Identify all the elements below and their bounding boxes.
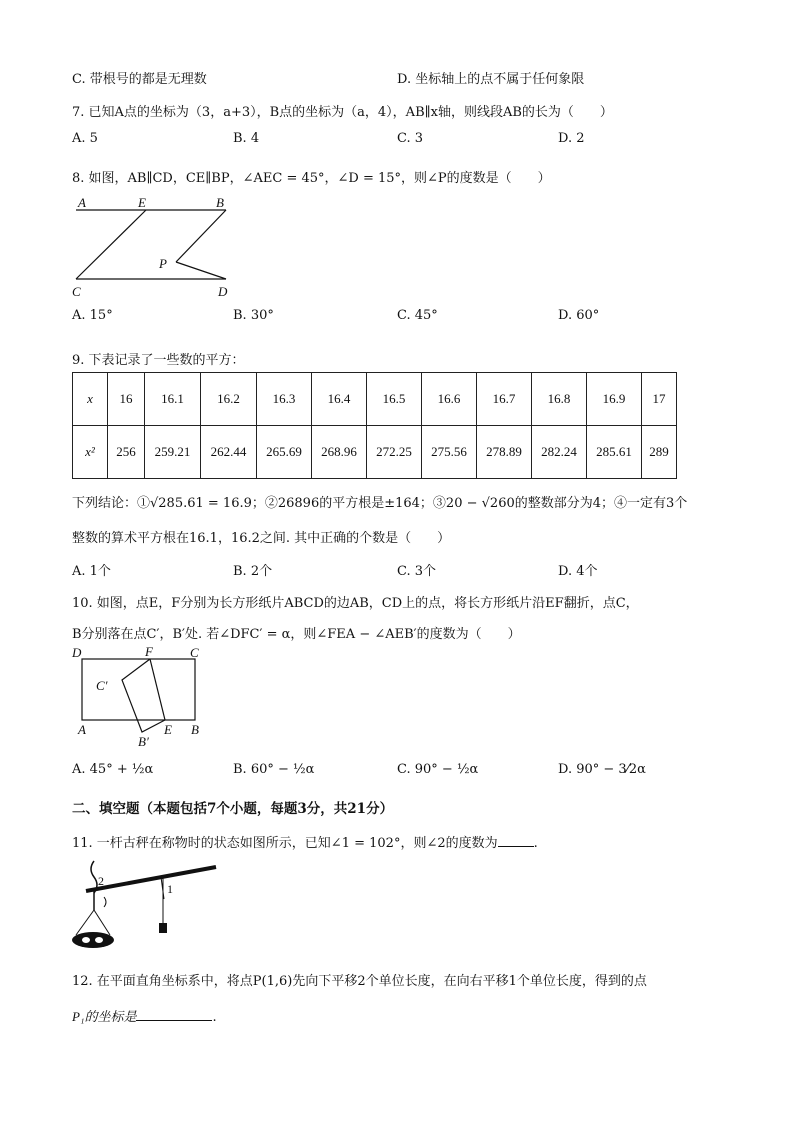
- q10-label-c: C: [190, 645, 199, 660]
- q9-conclusions-line1: 下列结论：①√285.61 = 16.9；②26896的平方根是±164；③20 − √260的整数部分为4；④一定有3个: [72, 496, 688, 511]
- q10-stem-line1: 10. 如图，点E，F分别为长方形纸片ABCD的边AB，CD上的点，将长方形纸片沿EF翻折，点C，: [72, 596, 639, 611]
- weighing-pan: [72, 932, 114, 948]
- q8-label-e: E: [138, 195, 146, 210]
- q12-line2-container: [72, 1006, 217, 1025]
- weight-block: [159, 923, 167, 933]
- table-cell: 16.8: [532, 373, 587, 426]
- table-cell: 285.61: [587, 426, 642, 479]
- pan-object-right: [95, 937, 103, 943]
- q10-label-f: F: [145, 644, 153, 659]
- table-cell: 16.5: [367, 373, 422, 426]
- q10-label-b-prime: B′: [138, 734, 149, 749]
- table-cell: 16.4: [312, 373, 367, 426]
- q12-answer-blank[interactable]: [136, 1020, 212, 1021]
- q8-label-a: A: [78, 195, 86, 210]
- q8-option-b: B. 30°: [233, 308, 274, 323]
- q9-squares-table: [72, 372, 677, 479]
- table-cell: 272.25: [367, 426, 422, 479]
- q8-label-c: C: [72, 284, 81, 299]
- q8-line-pd: [176, 262, 226, 279]
- table-cell: 16.6: [422, 373, 477, 426]
- q11-label-angle-1: 1: [167, 882, 173, 896]
- q7-option-b: B. 4: [233, 131, 260, 146]
- q8-option-c: C. 45°: [397, 308, 438, 323]
- q10-fold-line-ef: [150, 659, 165, 720]
- table-cell: 278.89: [477, 426, 532, 479]
- q9-option-a: A. 1个: [72, 564, 111, 579]
- q9-option-d: D. 4个: [558, 564, 598, 579]
- q11-stem: 11. 一杆古秤在称物时的状态如图所示，已知∠1 = 102°，则∠2的度数为: [72, 836, 498, 851]
- q12-line2-prefix: P₁的坐标是: [72, 1009, 137, 1024]
- table-cell: 275.56: [422, 426, 477, 479]
- hook-curve: [104, 897, 106, 907]
- table-cell: 268.96: [312, 426, 367, 479]
- q12-stem: 12. 在平面直角坐标系中，将点P(1,6)先向下平移2个单位长度，在向右平移1个单位长度，得到的点: [72, 974, 647, 989]
- table-cell: 256: [108, 426, 145, 479]
- table-header-x: x: [73, 373, 108, 426]
- q7-option-c: C. 3: [397, 131, 424, 146]
- q8-label-b: B: [216, 195, 224, 210]
- table-row: [73, 426, 677, 479]
- q8-option-d: D. 60°: [558, 308, 600, 323]
- q10-label-a: A: [78, 722, 86, 737]
- q8-line-bp: [176, 210, 226, 262]
- table-cell: 262.44: [201, 426, 257, 479]
- q9-option-b: B. 2个: [233, 564, 273, 579]
- q11-steelyard-figure: [66, 855, 224, 955]
- table-header-x2: x²: [73, 426, 108, 479]
- q8-stem: 8. 如图，AB∥CD，CE∥BP，∠AEC = 45°，∠D = 15°，则∠P的度数是（ ）: [72, 171, 551, 186]
- q11-end: .: [533, 836, 538, 851]
- q8-line-ce: [76, 210, 146, 279]
- steelyard-beam: [86, 867, 216, 891]
- section2-heading: 二、填空题（本题包括7个小题，每题3分，共21分）: [72, 801, 394, 817]
- q11-stem-container: [72, 832, 538, 851]
- q8-option-a: A. 15°: [72, 308, 113, 323]
- table-cell: 16.1: [145, 373, 201, 426]
- table-cell: 17: [642, 373, 677, 426]
- table-cell: 16.2: [201, 373, 257, 426]
- q6-option-d: D. 坐标轴上的点不属于任何象限: [397, 72, 585, 87]
- q10-figure: [66, 642, 216, 750]
- q11-label-angle-2: 2: [98, 874, 104, 888]
- q10-option-a: A. 45° + ½α: [72, 762, 154, 777]
- q10-label-d: D: [72, 645, 82, 660]
- q11-answer-blank[interactable]: [498, 846, 534, 847]
- q12-end: .: [212, 1010, 217, 1025]
- q8-figure: [66, 192, 246, 304]
- q10-label-c-prime: C′: [96, 678, 108, 693]
- q10-label-e: E: [164, 722, 172, 737]
- q9-stem: 9. 下表记录了一些数的平方：: [72, 353, 245, 368]
- table-cell: 282.24: [532, 426, 587, 479]
- pan-object-left: [82, 937, 90, 943]
- q10-option-c: C. 90° − ½α: [397, 762, 479, 777]
- q10-option-d: D. 90° − 3⁄2α: [558, 762, 646, 777]
- q7-option-a: A. 5: [72, 131, 98, 146]
- table-cell: 16.3: [257, 373, 312, 426]
- q9-conclusions-line2: 整数的算术平方根在16.1，16.2之间. 其中正确的个数是（ ）: [72, 531, 451, 546]
- q6-option-c: C. 带根号的都是无理数: [72, 72, 207, 87]
- table-row: [73, 373, 677, 426]
- pan-string-right: [94, 910, 110, 935]
- table-cell: 289: [642, 426, 677, 479]
- table-cell: 265.69: [257, 426, 312, 479]
- q9-option-c: C. 3个: [397, 564, 437, 579]
- table-cell: 16: [108, 373, 145, 426]
- q7-stem: 7. 已知A点的坐标为（3，a+3），B点的坐标为（a，4），AB∥x轴，则线段AB的长为（ ）: [72, 105, 613, 120]
- q8-label-p: P: [159, 256, 167, 271]
- table-cell: 259.21: [145, 426, 201, 479]
- q10-label-b: B: [191, 722, 199, 737]
- q8-label-d: D: [218, 284, 228, 299]
- table-cell: 16.9: [587, 373, 642, 426]
- pan-string-left: [76, 910, 94, 935]
- q7-option-d: D. 2: [558, 131, 585, 146]
- table-cell: 16.7: [477, 373, 532, 426]
- q10-stem-line2: B分别落在点C′，B′处. 若∠DFC′ = α，则∠FEA − ∠AEB′的度数为（ ）: [72, 627, 521, 642]
- q10-option-b: B. 60° − ½α: [233, 762, 315, 777]
